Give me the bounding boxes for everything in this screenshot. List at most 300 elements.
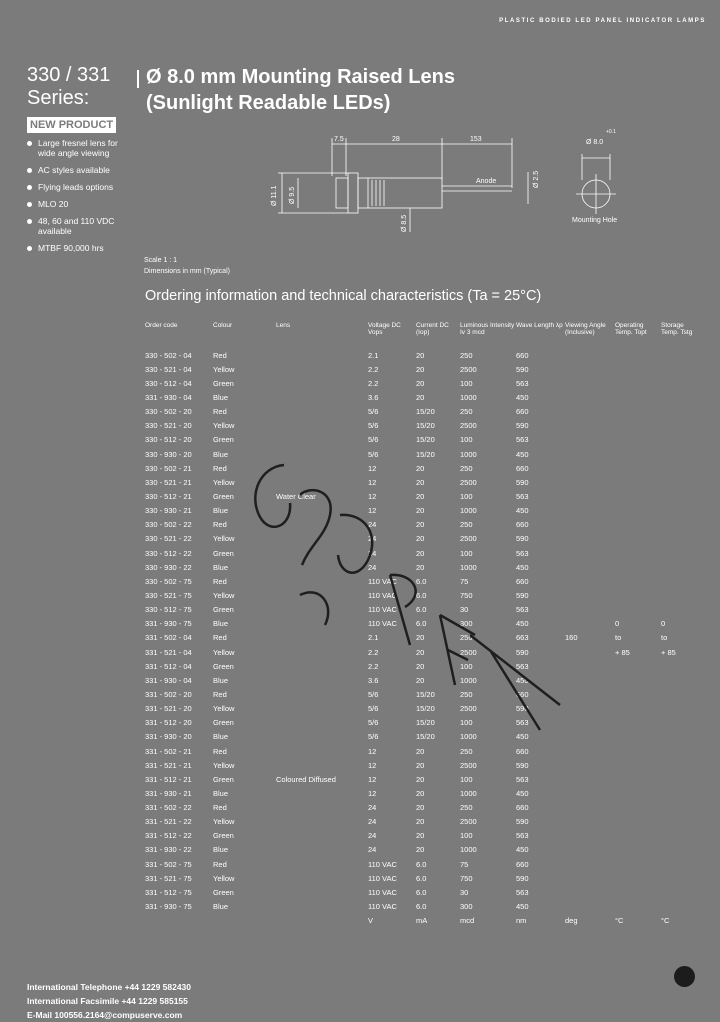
col-header: Storage Temp. Tstg [661,322,693,336]
table-cell: 30 [460,887,469,897]
table-cell [565,899,615,913]
table-cell [615,362,661,376]
table-cell [661,489,701,503]
table-cell: Green [213,774,234,784]
table-cell: 330 - 512 - 22 [145,548,192,558]
table-cell: + 85 [661,647,676,657]
table-cell: 330 - 512 - 75 [145,605,192,615]
table-cell: 20 [416,675,425,685]
table-cell: 331 - 512 - 22 [145,831,192,841]
table-cell [615,673,661,687]
table-cell [661,603,701,617]
table-cell: Yellow [213,590,235,600]
table-cell: 24 [368,803,377,813]
table-cell [661,419,701,433]
table-cell: 100 [460,491,473,501]
table-cell [276,362,368,376]
table-cell: 100 [460,435,473,445]
table-cell [661,857,701,871]
table-cell: 0 [661,619,666,629]
table-cell: 660 [516,407,529,417]
table-cell: 250 [460,746,473,756]
feature-list [27,138,137,260]
table-cell: 2.2 [368,378,379,388]
table-cell: 15/20 [416,449,435,459]
dim-top-a: 7.5 [334,136,344,143]
contact-footer [27,980,191,1022]
table-cell: 330 - 521 - 22 [145,534,192,544]
dim-left-b: Ø 9.5 [289,186,296,204]
table-cell: mcd [460,916,475,926]
table-cell: Water Clear [276,491,316,501]
table-row [145,772,701,786]
table-cell [565,419,615,433]
table-cell [615,405,661,419]
table-cell: Coloured Diffused [276,774,336,784]
table-cell: Green [213,661,234,671]
table-cell: 331 - 502 - 21 [145,746,192,756]
table-cell: 330 - 930 - 22 [145,562,192,572]
dimension-drawing [260,128,640,238]
table-cell: 20 [416,534,425,544]
col-header: Lens [276,322,291,329]
feature-item: 48, 60 and 110 VDC available [27,216,137,236]
table-cell: Yellow [213,873,235,883]
table-cell: 24 [368,520,377,530]
table-row [145,419,701,433]
table-cell: Red [213,689,227,699]
table-cell: 330 - 512 - 04 [145,378,192,388]
table-cell: °C [661,916,670,926]
table-row [145,405,701,419]
stamp-overlay [240,455,580,755]
table-cell: Blue [213,788,229,798]
table-cell: 100 [460,774,473,784]
table-cell: 110 VAC [368,590,397,600]
table-cell: Red [213,859,227,869]
table-cell: 563 [516,661,529,671]
table-cell: 20 [416,803,425,813]
table-cell: 331 - 930 - 75 [145,902,192,912]
table-cell: 75 [460,859,469,869]
table-cell [615,702,661,716]
table-cell [615,885,661,899]
table-cell [615,390,661,404]
table-cell: 331 - 512 - 04 [145,661,192,671]
table-cell: mA [416,916,428,926]
table-cell [565,433,615,447]
table-cell: Green [213,491,234,501]
table-header-row [145,322,701,348]
footer-telephone: International Telephone +44 1229 582430 [27,982,192,992]
table-cell: 331 - 521 - 20 [145,704,192,714]
table-row [145,899,701,913]
table-cell: Blue [213,619,229,629]
table-cell: 331 - 930 - 20 [145,732,192,742]
table-cell: 5/6 [368,718,379,728]
table-row [145,348,701,362]
dim-left-a: Ø 11.1 [271,185,278,206]
table-cell [276,829,368,843]
table-cell: 563 [516,774,529,784]
table-cell: 450 [516,732,529,742]
col-header: Colour [213,322,233,329]
table-cell: 110 VAC [368,859,397,869]
table-cell: 20 [416,831,425,841]
table-row [145,433,701,447]
table-cell: 590 [516,817,529,827]
col-header: Voltage DC Vops [368,322,401,336]
table-cell: Yellow [213,364,235,374]
table-cell: 100 [460,718,473,728]
col-header: Luminous Intensity Iv 3 mcd [460,322,515,336]
table-cell: Red [213,350,227,360]
table-cell: 563 [516,605,529,615]
table-cell: 563 [516,887,529,897]
series-word: Series: [27,87,90,109]
table-cell: 15/20 [416,732,435,742]
table-cell: V [368,916,374,926]
table-cell [276,871,368,885]
table-cell: 331 - 521 - 75 [145,873,192,883]
table-cell [615,447,661,461]
table-cell: 100 [460,831,473,841]
table-cell [276,914,368,928]
table-cell: 20 [416,817,425,827]
table-cell [615,376,661,390]
table-cell [615,899,661,913]
table-cell: 20 [416,633,425,643]
table-cell: Blue [213,449,229,459]
table-cell: 2500 [460,704,477,714]
feature-item: Large fresnel lens for wide angle viewing [27,138,137,158]
table-cell: 20 [416,760,425,770]
table-cell: 250 [460,407,473,417]
table-cell [615,489,661,503]
table-cell: Green [213,718,234,728]
table-cell: Blue [213,506,229,516]
table-cell [661,716,701,730]
hole-label: Mounting Hole [572,217,618,224]
table-cell: Green [213,887,234,897]
table-cell: deg [565,916,578,926]
table-cell: 100 [460,548,473,558]
table-cell [661,405,701,419]
table-cell: 330 - 521 - 20 [145,421,192,431]
table-cell: 6.0 [416,887,427,897]
table-cell: 5/6 [368,435,379,445]
table-cell: 2500 [460,817,477,827]
table-cell: 2.2 [368,647,379,657]
table-row [145,815,701,829]
table-cell [276,758,368,772]
table-cell [615,560,661,574]
table-cell: 20 [416,350,425,360]
table-cell: °C [615,916,624,926]
table-cell: 6.0 [416,902,427,912]
table-cell: 1000 [460,449,477,459]
table-cell: Red [213,746,227,756]
table-cell: 1000 [460,392,477,402]
table-cell: 331 - 521 - 22 [145,817,192,827]
col-header: Operating Temp. Topt [615,322,647,336]
table-cell [615,475,661,489]
table-cell [661,532,701,546]
table-cell: 110 VAC [368,887,397,897]
table-cell [615,843,661,857]
table-cell [615,758,661,772]
table-cell [615,857,661,871]
table-cell: 6.0 [416,576,427,586]
table-cell [615,716,661,730]
table-cell: 450 [516,902,529,912]
table-cell: 24 [368,845,377,855]
table-cell: 450 [516,449,529,459]
table-cell: 20 [416,491,425,501]
table-cell: Yellow [213,760,235,770]
table-cell: 660 [516,576,529,586]
table-cell [661,843,701,857]
table-cell [565,786,615,800]
new-product-badge: NEW PRODUCT [27,117,116,133]
table-cell [565,801,615,815]
table-cell: 1000 [460,732,477,742]
table-cell: 12 [368,463,377,473]
table-cell: 15/20 [416,421,435,431]
table-cell: 660 [516,746,529,756]
table-cell: 20 [416,506,425,516]
table-cell: 20 [416,364,425,374]
table-cell: 330 - 521 - 21 [145,477,192,487]
table-cell: Red [213,576,227,586]
table-cell: Blue [213,392,229,402]
table-cell: 331 - 930 - 04 [145,392,192,402]
table-cell [661,815,701,829]
table-cell: 330 - 502 - 20 [145,407,192,417]
table-row [145,801,701,815]
table-cell: 450 [516,506,529,516]
table-row [145,390,701,404]
table-cell: Yellow [213,817,235,827]
table-cell: 2500 [460,534,477,544]
table-cell: 250 [460,350,473,360]
table-cell: 2.2 [368,661,379,671]
table-cell [661,348,701,362]
table-cell [615,348,661,362]
table-cell: 20 [416,477,425,487]
table-cell: 331 - 930 - 22 [145,845,192,855]
table-cell [276,786,368,800]
table-cell: 330 - 521 - 75 [145,590,192,600]
table-cell: Blue [213,902,229,912]
table-cell [565,376,615,390]
table-cell [661,362,701,376]
table-cell: 30 [460,605,469,615]
table-cell [661,801,701,815]
series-label [27,64,110,110]
page-title [146,64,455,116]
table-cell: + 85 [615,647,630,657]
table-cell: Blue [213,675,229,685]
table-cell: to [615,633,622,643]
table-cell: 2.1 [368,633,379,643]
table-cell: 20 [416,463,425,473]
table-cell [661,546,701,560]
table-cell [565,362,615,376]
table-cell: 20 [416,520,425,530]
table-cell: 330 - 512 - 20 [145,435,192,445]
table-cell: 660 [516,859,529,869]
hole-tolerance: +0.1 [606,129,616,135]
table-cell: Red [213,520,227,530]
table-cell: 250 [460,633,473,643]
table-cell [661,885,701,899]
table-cell: 15/20 [416,689,435,699]
table-cell [276,433,368,447]
table-cell: 20 [416,548,425,558]
table-cell: 563 [516,491,529,501]
table-cell: 331 - 502 - 20 [145,689,192,699]
table-cell [661,899,701,913]
table-cell [276,843,368,857]
table-cell: 2.2 [368,364,379,374]
table-cell: 3.6 [368,392,379,402]
table-cell: 590 [516,534,529,544]
table-cell [661,673,701,687]
table-cell: 250 [460,463,473,473]
scale-ratio: Scale 1 : 1 [144,257,178,264]
table-cell [661,390,701,404]
table-cell [661,871,701,885]
table-cell: 110 VAC [368,902,397,912]
table-cell: 12 [368,774,377,784]
dim-top-b: 28 [392,136,400,143]
table-cell: 660 [516,350,529,360]
table-cell: 2500 [460,421,477,431]
table-cell [276,857,368,871]
table-cell: 330 - 512 - 21 [145,491,192,501]
table-cell [661,687,701,701]
table-cell [276,899,368,913]
table-cell: 24 [368,548,377,558]
col-header: Wave Length λp [516,322,563,329]
table-cell: 2.1 [368,350,379,360]
table-cell [661,829,701,843]
col-header: Order code [145,322,178,329]
col-header: Current DC (Iop) [416,322,449,336]
table-cell: 660 [516,803,529,813]
dim-top-c: 153 [470,136,482,143]
table-cell: 20 [416,845,425,855]
series-numbers: 330 / 331 [27,64,111,86]
table-row [145,758,701,772]
table-cell [615,461,661,475]
table-cell: 12 [368,477,377,487]
table-cell [565,772,615,786]
table-cell: 20 [416,562,425,572]
table-cell: 110 VAC [368,576,397,586]
table-cell [661,518,701,532]
table-cell: 300 [460,902,473,912]
table-row [145,857,701,871]
table-cell: 660 [516,463,529,473]
scale-note [144,255,230,277]
table-cell [565,758,615,772]
table-cell: 330 - 502 - 21 [145,463,192,473]
table-cell [565,405,615,419]
table-cell [661,730,701,744]
table-cell: 660 [516,520,529,530]
table-cell: 660 [516,689,529,699]
feature-item: Flying leads options [27,182,137,192]
table-cell: 5/6 [368,704,379,714]
table-cell [661,702,701,716]
table-cell: 450 [516,788,529,798]
table-cell: 331 - 930 - 04 [145,675,192,685]
table-cell: 331 - 521 - 04 [145,647,192,657]
table-cell [565,815,615,829]
table-cell: 15/20 [416,435,435,445]
table-cell: 590 [516,477,529,487]
table-cell: Blue [213,845,229,855]
table-cell: 2500 [460,477,477,487]
table-cell: Green [213,378,234,388]
table-cell: 20 [416,392,425,402]
table-cell: Red [213,463,227,473]
table-cell [615,786,661,800]
table-cell: 590 [516,647,529,657]
table-cell [145,914,213,928]
table-cell [276,815,368,829]
table-cell: 6.0 [416,605,427,615]
table-cell: 331 - 930 - 75 [145,619,192,629]
table-cell: 750 [460,873,473,883]
table-cell: 24 [368,562,377,572]
table-cell [615,744,661,758]
table-cell: 563 [516,435,529,445]
table-cell [565,871,615,885]
feature-item: AC styles available [27,165,137,175]
table-cell: 110 VAC [368,873,397,883]
table-cell: Green [213,435,234,445]
table-cell [276,348,368,362]
table-cell: 3.6 [368,675,379,685]
table-cell [615,687,661,701]
table-cell: 15/20 [416,718,435,728]
table-cell [565,857,615,871]
table-cell [661,574,701,588]
title-line-2: (Sunlight Readable LEDs) [146,92,391,114]
table-cell: 20 [416,661,425,671]
table-cell [615,419,661,433]
table-cell [661,588,701,602]
table-cell: 590 [516,421,529,431]
table-cell: 12 [368,491,377,501]
table-cell: 5/6 [368,421,379,431]
table-cell: Green [213,605,234,615]
table-cell [661,744,701,758]
table-cell [661,504,701,518]
table-cell: 450 [516,619,529,629]
table-cell [615,574,661,588]
table-cell [615,659,661,673]
table-cell: Blue [213,732,229,742]
table-cell: Yellow [213,704,235,714]
table-cell: 15/20 [416,704,435,714]
table-cell: 6.0 [416,590,427,600]
table-cell: 12 [368,788,377,798]
table-cell: Yellow [213,647,235,657]
